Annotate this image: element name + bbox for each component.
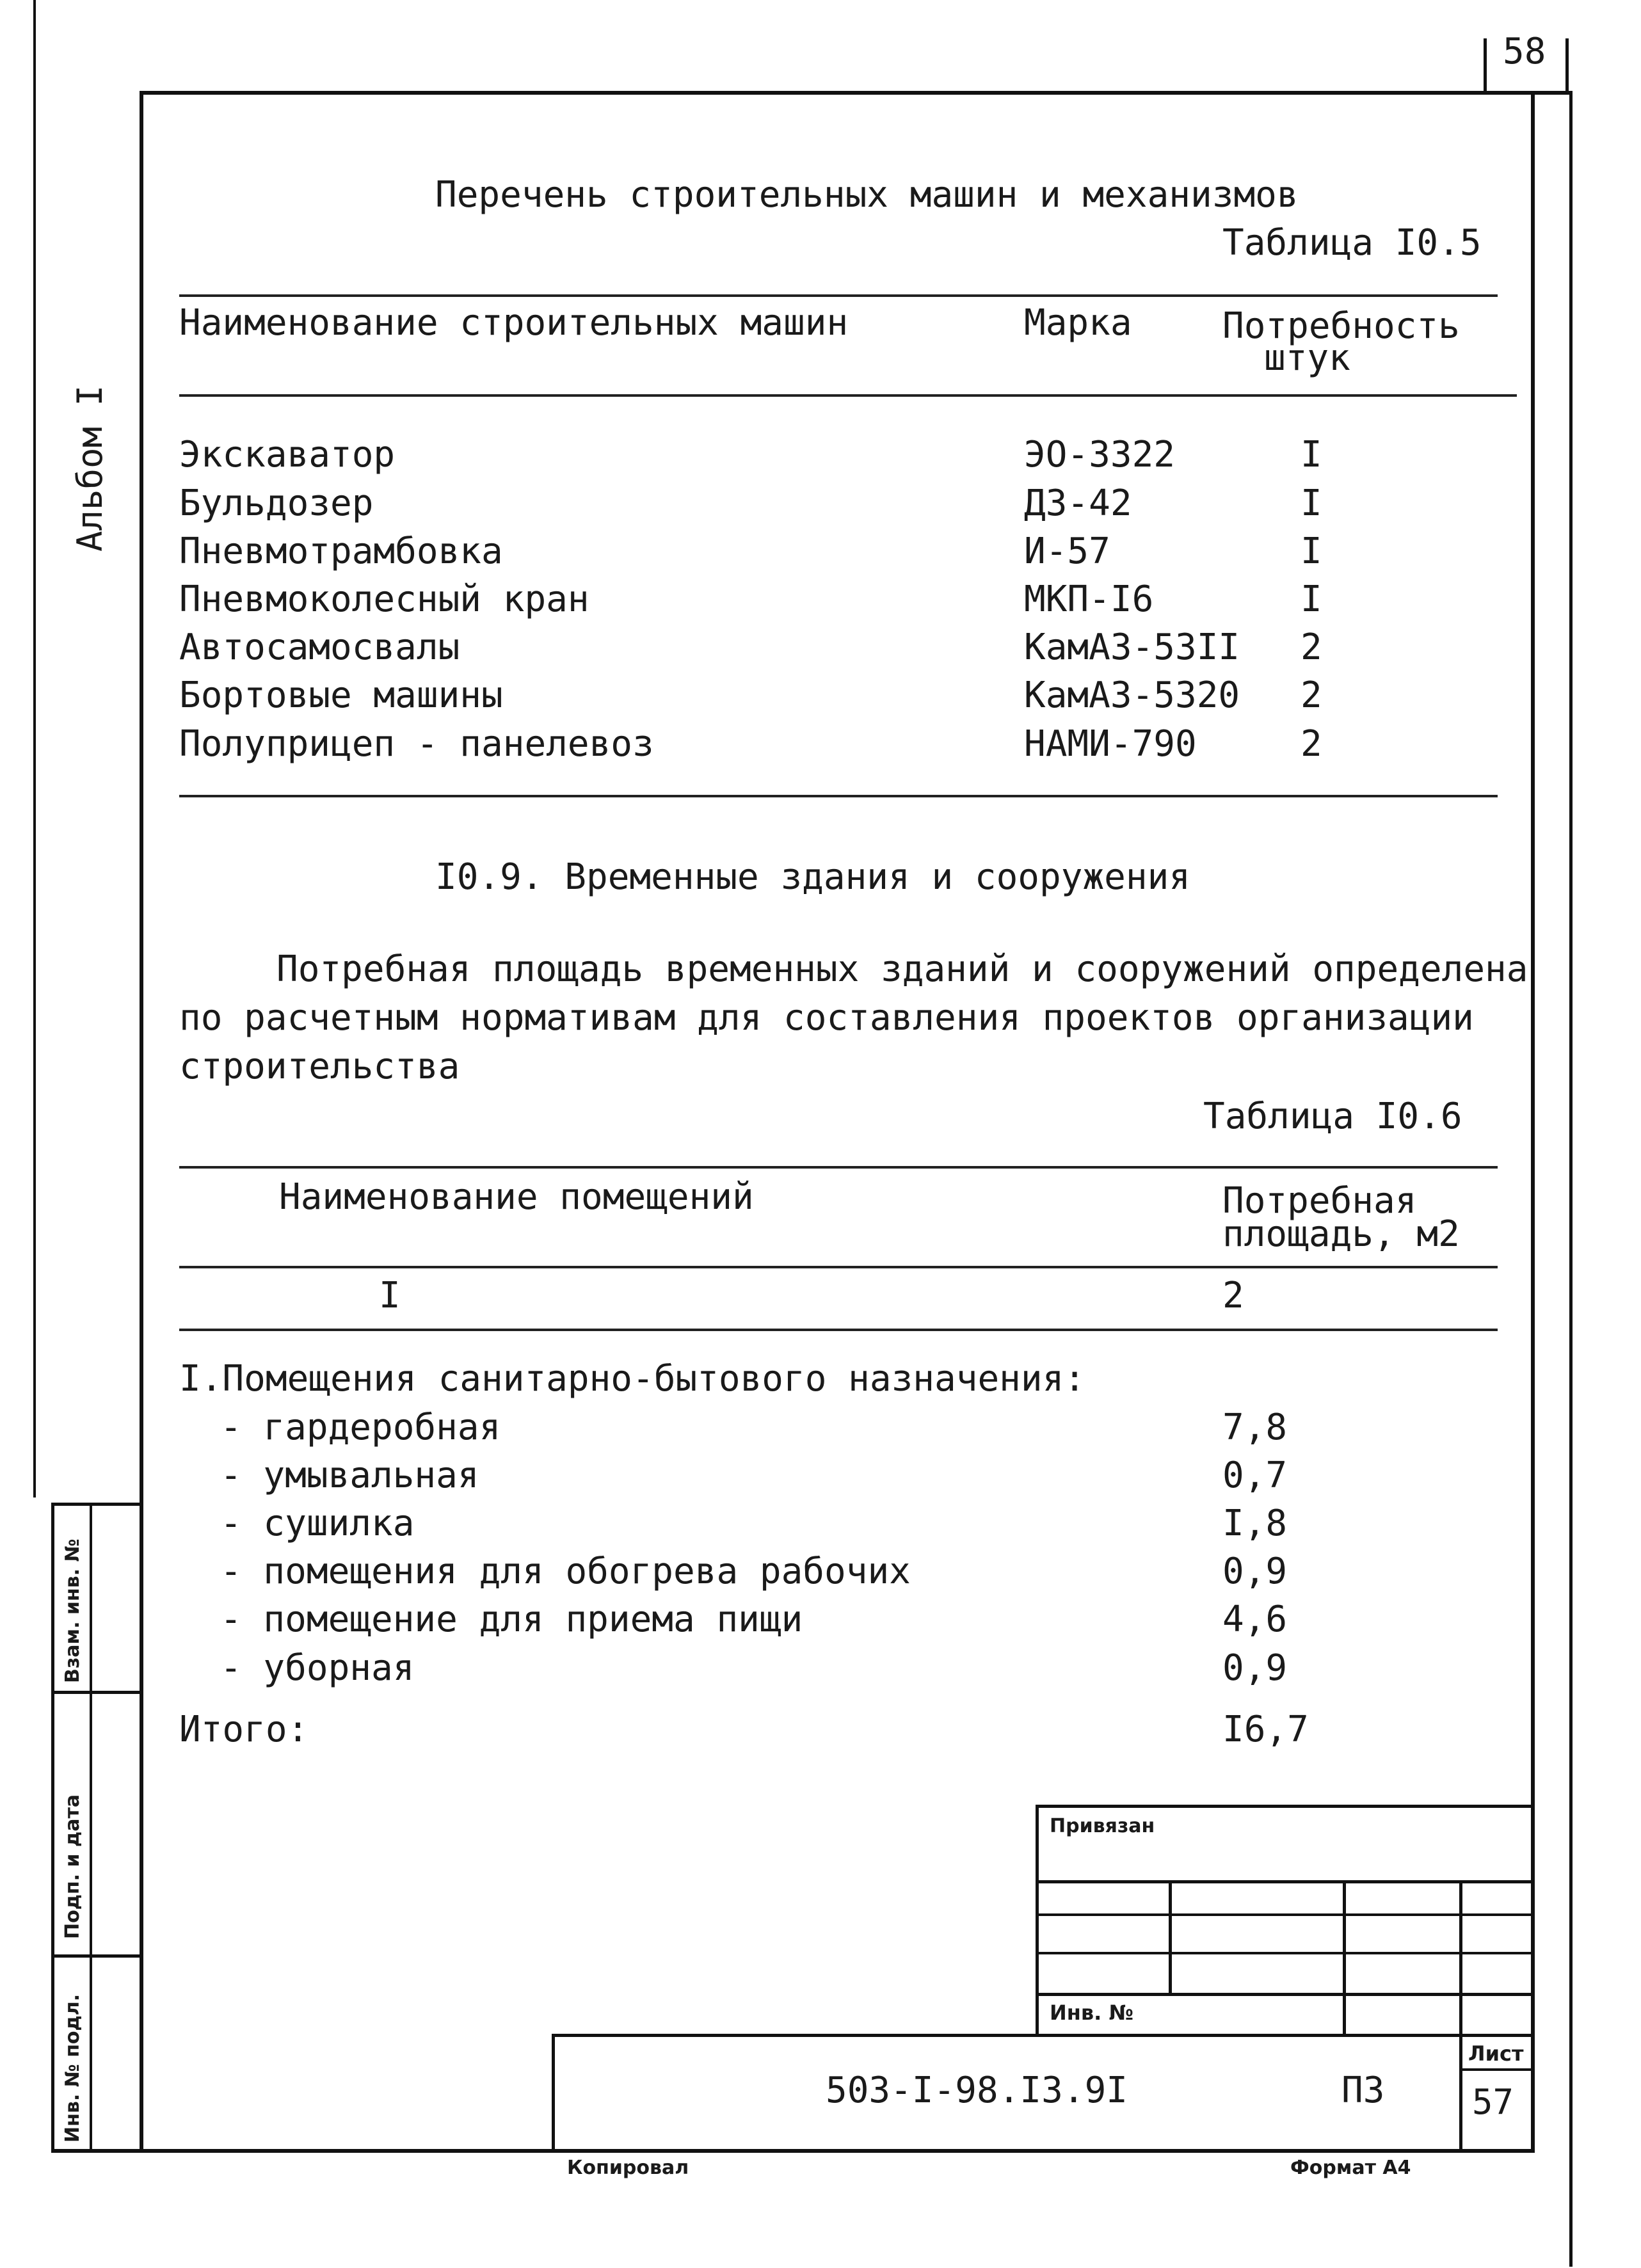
room-name: - гардеробная [220,1407,501,1448]
machine-name: Автосамосвалы [179,627,460,668]
strip-top [51,1503,142,1506]
room-area: 7,8 [1222,1407,1288,1448]
machine-mark: МКП-I6 [1024,579,1154,620]
table2-col-area-2: площадь, м2 [1222,1213,1460,1255]
table2-number: Таблица I0.6 [1203,1096,1462,1137]
section-paragraph-line3: строительства [179,1046,460,1087]
doc-code: 503-I-98.I3.9I [826,2070,1128,2111]
machine-qty: 2 [1301,723,1322,765]
machine-qty: I [1301,434,1322,475]
table2-colnum-1: I [379,1275,401,1316]
table1-heading: Перечень строительных машин и механизмов [435,174,1299,216]
sheet-label: Лист [1468,2041,1524,2066]
machine-name: Бульдозер [179,483,374,524]
machine-name: Бортовые машины [179,675,503,716]
room-area: 0,7 [1222,1455,1288,1496]
machine-mark: КамАЗ-5320 [1024,675,1240,716]
page-number-box-left [1484,38,1487,93]
table2-colnum-rule [179,1329,1498,1331]
machine-qty: I [1301,531,1322,572]
sheet-box-divider [1459,2068,1533,2071]
table1-bottom-rule [179,795,1498,797]
doc-section: ПЗ [1341,2070,1385,2111]
inv-label: Инв. № [1050,2000,1133,2025]
table2-colnum-2: 2 [1222,1275,1244,1316]
page-number: 58 [1503,31,1546,72]
footer-format: Формат А4 [1290,2157,1411,2179]
table1-col-need-2: штук [1264,337,1350,379]
machine-name: Пневмотрамбовка [179,531,503,572]
strip-div1 [51,1691,142,1694]
machine-mark: НАМИ-790 [1024,723,1197,765]
machine-name: Пневмоколесный кран [179,579,589,620]
section-heading: I0.9. Временные здания и сооружения [435,856,1191,898]
bound-label: Привязан [1050,1815,1155,1837]
machine-qty: 2 [1301,675,1322,716]
strip-label-inv-orig: Инв. № подл. [61,1993,84,2143]
machine-mark: КамАЗ-53II [1024,627,1240,668]
room-area: 4,6 [1222,1599,1288,1640]
table1-number: Таблица I0.5 [1222,222,1482,264]
footer-copied: Копировал [567,2157,689,2179]
table1-col-need-1: Потребность [1222,305,1460,347]
table2-col-name: Наименование помещений [279,1176,754,1218]
strip-inner [90,1503,92,2153]
machine-name: Экскаватор [179,434,396,475]
machine-qty: I [1301,579,1322,620]
machine-name: Полуприцеп - панелевоз [179,723,654,765]
room-name: - уборная [220,1647,415,1689]
stamp-grid-v2 [1343,1880,1346,2034]
frame-top [141,91,1569,95]
table1-header-rule [179,394,1517,397]
strip-label-replaced-inv: Взам. инв. № [61,1538,84,1683]
room-name: - помещение для приема пищи [220,1599,803,1640]
page-number-box-right [1565,38,1569,93]
frame-bottom [51,2149,1535,2153]
sheet-number: 57 [1472,2082,1514,2122]
machine-qty: I [1301,483,1322,524]
stamp-top [1036,1805,1533,1808]
total-label: Итого: [179,1709,309,1750]
table2-col-area-1: Потребная [1222,1180,1417,1222]
machine-mark: ДЗ-42 [1024,483,1132,524]
frame-far-right [1569,91,1573,2267]
stamp-grid-v1 [1169,1880,1172,1995]
binding-line [33,0,36,1497]
code-row-left [552,2034,555,2153]
frame-right [1531,91,1535,2153]
room-name: - помещения для обогрева рабочих [220,1551,911,1592]
frame-left [140,91,143,2153]
machine-mark: ЭО-3322 [1024,434,1176,475]
stamp-left [1036,1805,1039,2035]
room-area: 0,9 [1222,1551,1288,1592]
sheet-box-left [1459,2034,1462,2153]
table2-top-rule [179,1166,1498,1169]
section-paragraph-line1: Потребная площадь временных зданий и сооружений определена [276,948,1528,990]
strip-label-sign-date: Подп. и дата [61,1794,84,1939]
stamp-grid-v3 [1459,1880,1462,2034]
code-row-top [552,2034,1533,2037]
machine-qty: 2 [1301,627,1322,668]
room-name: - умывальная [220,1455,479,1496]
machine-mark: И-57 [1024,531,1110,572]
strip-left [51,1503,54,2153]
room-name: - сушилка [220,1503,415,1544]
table1-top-rule [179,294,1498,297]
room-area: I,8 [1222,1503,1288,1544]
table1-col-mark: Марка [1024,302,1132,344]
table1-col-name: Наименование строительных машин [179,302,849,344]
total-value: I6,7 [1222,1709,1309,1750]
table2-group-title: I.Помещения санитарно-бытового назначения: [179,1358,1086,1400]
album-label: Альбом I [70,385,110,552]
section-paragraph-line2: по расчетным нормативам для составления проектов организации [179,997,1474,1039]
room-area: 0,9 [1222,1647,1288,1689]
strip-div2 [51,1954,142,1958]
table2-header-rule [179,1266,1498,1268]
